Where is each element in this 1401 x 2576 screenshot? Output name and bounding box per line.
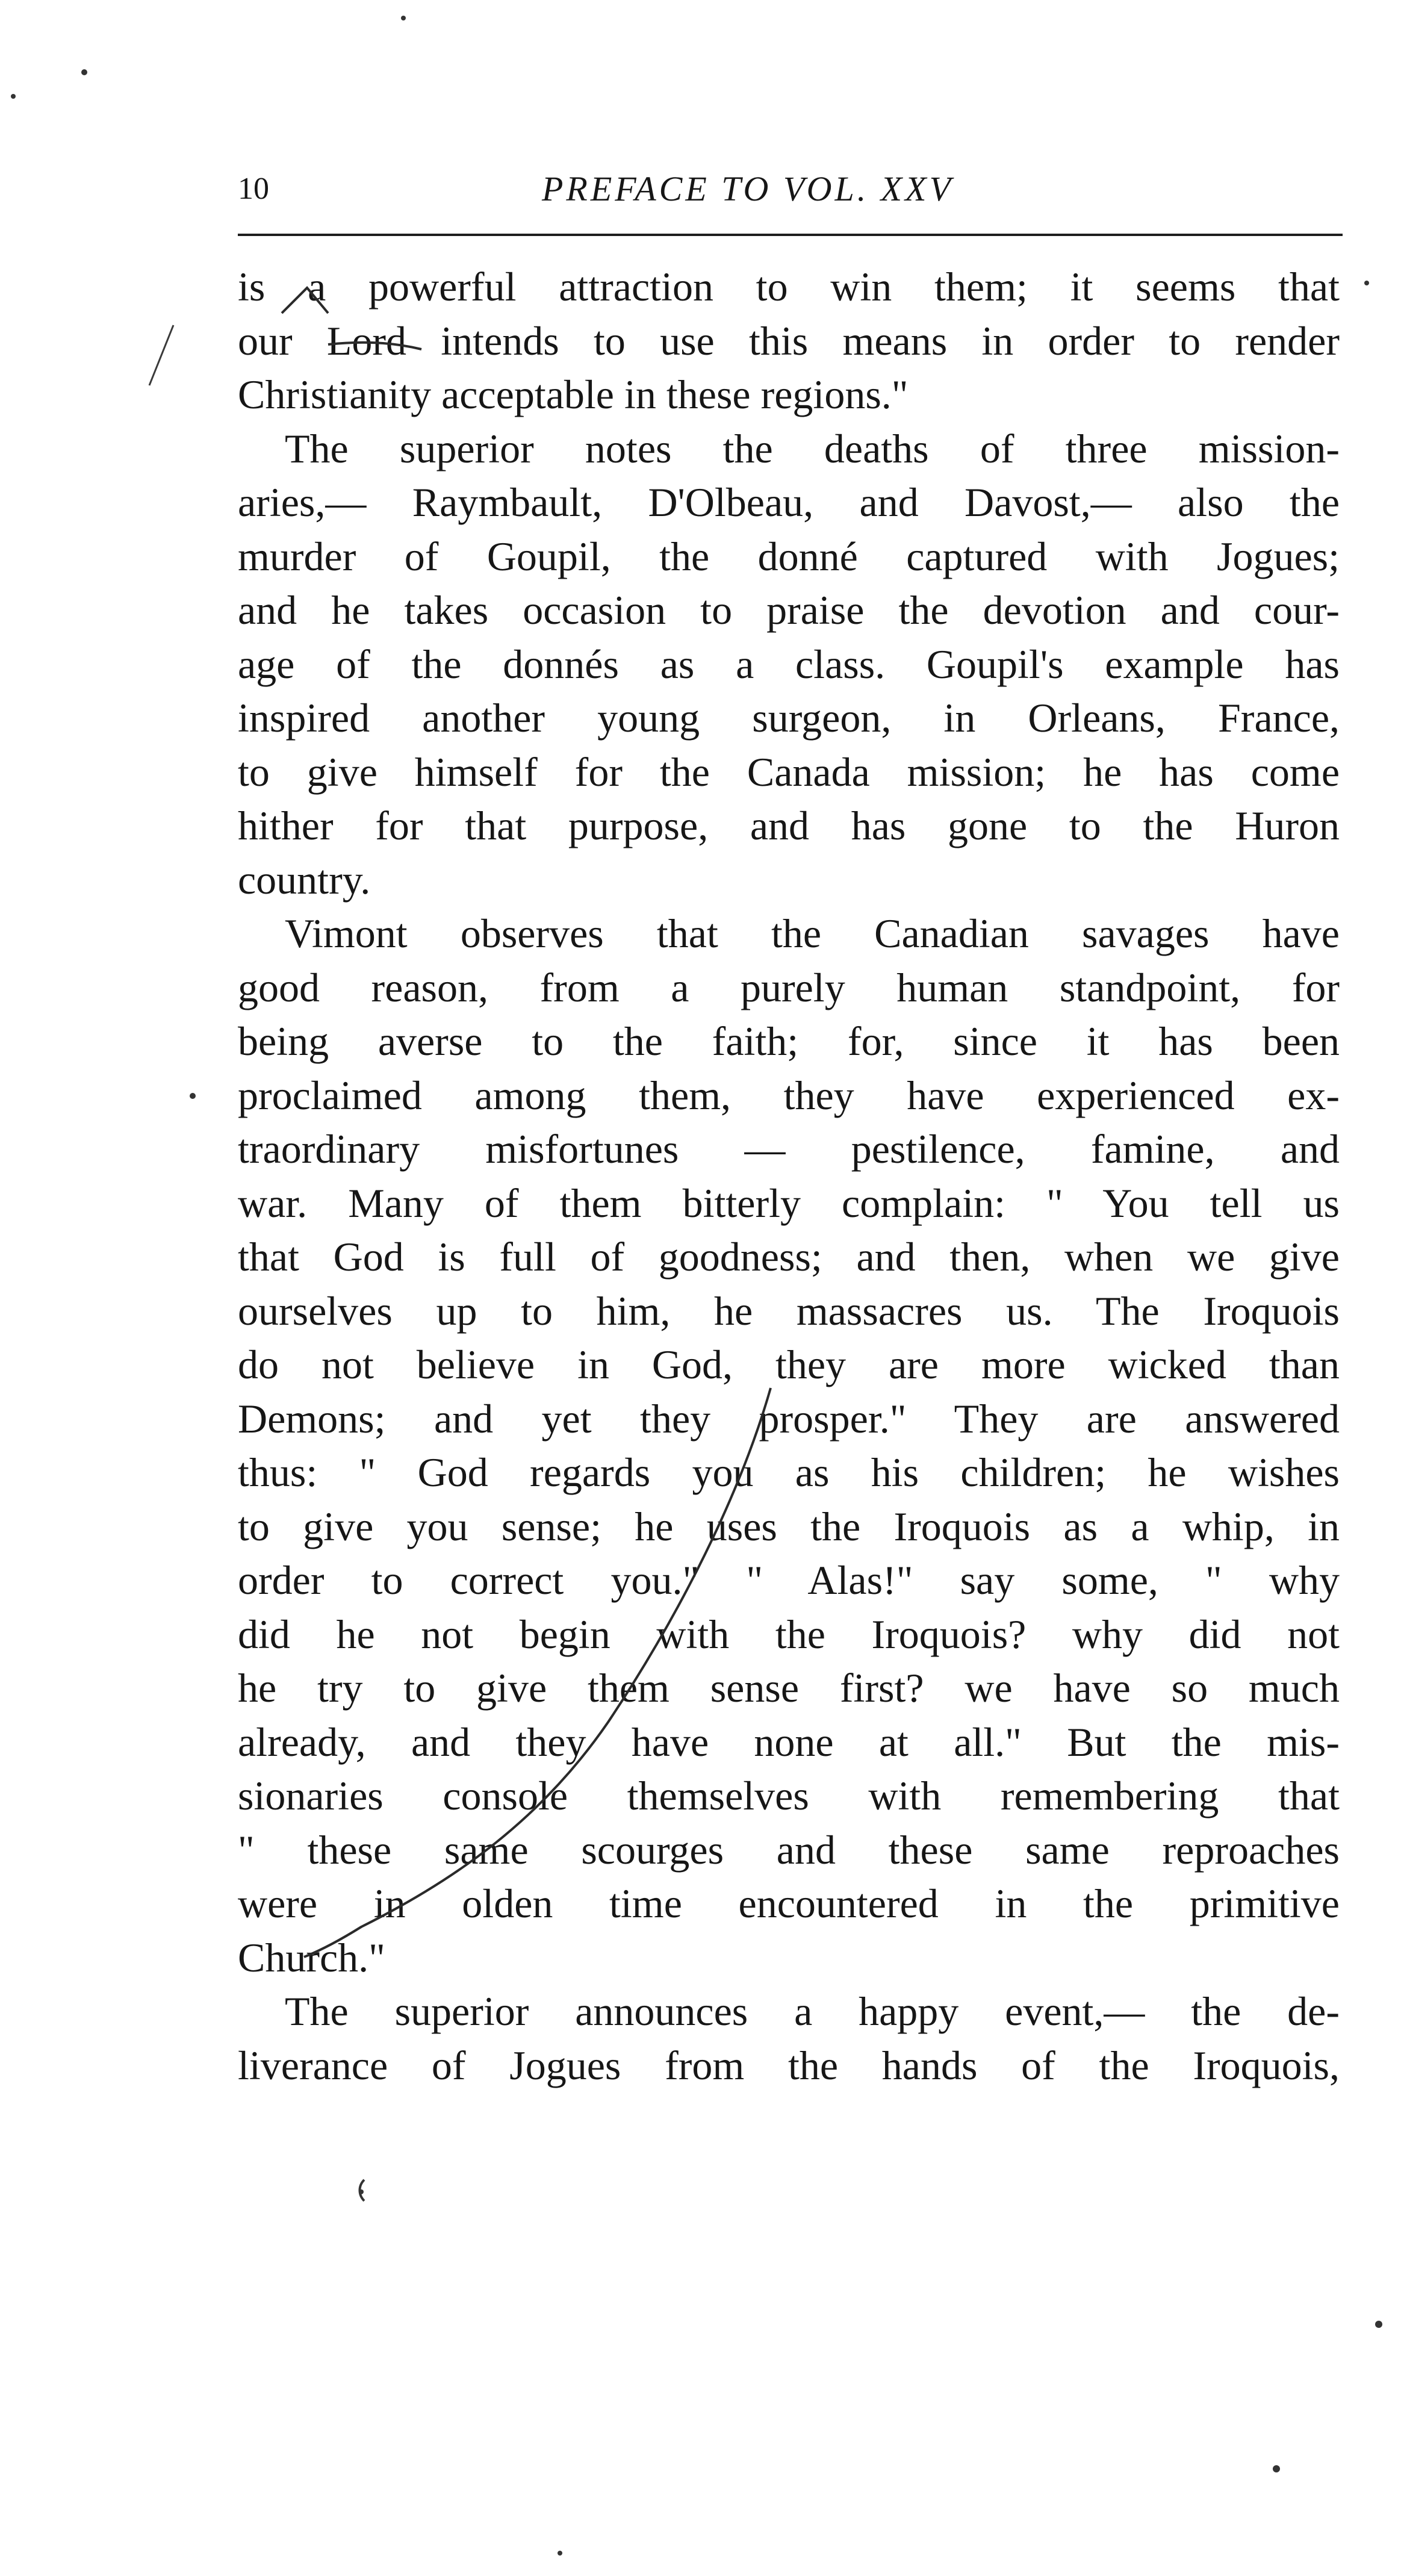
text-line: to give himself for the Canada mission; he has come bbox=[238, 748, 1340, 795]
margin-mark bbox=[149, 325, 173, 385]
page-header bbox=[238, 163, 1343, 211]
text-line: The superior announces a happy event,— the de- bbox=[285, 1988, 1340, 2034]
text-line: is a powerful attraction to win them; it seems that bbox=[238, 264, 1340, 310]
text-line: he try to give them sense first? we have so much bbox=[238, 1665, 1340, 1711]
speck bbox=[1364, 281, 1369, 285]
text-line: traordinary misfortunes — pestilence, famine, and bbox=[238, 1126, 1340, 1172]
running-head: PREFACE TO VOL. XXV bbox=[542, 169, 954, 208]
text-line: our Lord intends to use this means in order to render bbox=[238, 317, 1340, 364]
text-line: to give you sense; he uses the Iroquois as a whip, in bbox=[238, 1503, 1340, 1549]
body-text bbox=[238, 260, 1340, 2092]
text-line: did he not begin with the Iroquois? why did not bbox=[238, 1611, 1340, 1657]
text-line: order to correct you." " Alas!" say some, " why bbox=[238, 1557, 1340, 1603]
speck bbox=[359, 2189, 364, 2194]
text-line: hither for that purpose, and has gone to the Huron bbox=[238, 803, 1340, 848]
speck bbox=[1273, 2465, 1280, 2472]
text-line: thus: " God regards you as his children; he wishes bbox=[238, 1449, 1340, 1495]
speck bbox=[11, 94, 16, 99]
speck bbox=[401, 16, 406, 20]
text-line: Christianity acceptable in these regions." bbox=[238, 372, 909, 417]
text-line: Vimont observes that the Canadian savages have bbox=[285, 910, 1340, 956]
text-line: ourselves up to him, he massacres us. The Iroquois bbox=[238, 1287, 1340, 1334]
text-line: age of the donnés as a class. Goupil's example has bbox=[238, 641, 1340, 687]
text-line: already, and they have none at all." But the mis- bbox=[238, 1719, 1340, 1765]
speck bbox=[558, 2551, 562, 2556]
text-line: good reason, from a purely human standpoint, for bbox=[238, 964, 1340, 1010]
page-number: 10 bbox=[238, 172, 269, 206]
text-line: proclaimed among them, they have experienced ex- bbox=[238, 1072, 1340, 1118]
text-line: were in olden time encountered in the primitive bbox=[238, 1881, 1340, 1926]
text-line: Demons; and yet they prosper." They are answered bbox=[238, 1395, 1340, 1442]
text-line: aries,— Raymbault, D'Olbeau, and Davost,— also the bbox=[238, 479, 1340, 525]
text-line: liverance of Jogues from the hands of the Iroquois, bbox=[238, 2042, 1340, 2088]
text-line: and he takes occasion to praise the devotion and cour- bbox=[238, 587, 1340, 633]
text-line: country. bbox=[238, 856, 371, 903]
text-line: war. Many of them bitterly complain: " You tell us bbox=[238, 1180, 1340, 1226]
text-line: sionaries console themselves with remembering that bbox=[238, 1773, 1340, 1818]
speck bbox=[1375, 2321, 1382, 2328]
text-line: Church." bbox=[238, 1934, 385, 1980]
text-line: murder of Goupil, the donné captured with Jogues; bbox=[238, 533, 1340, 579]
speck-stroke bbox=[360, 2180, 365, 2201]
text-line: " these same scourges and these same reproaches bbox=[238, 1826, 1340, 1873]
text-line: inspired another young surgeon, in Orleans, France, bbox=[238, 695, 1340, 741]
speck bbox=[190, 1093, 196, 1099]
text-line: being averse to the faith; for, since it has been bbox=[238, 1018, 1340, 1064]
text-line: that God is full of goodness; and then, when we give bbox=[238, 1234, 1340, 1280]
header-rule bbox=[238, 234, 1343, 236]
text-line: do not believe in God, they are more wicked than bbox=[238, 1342, 1340, 1387]
text-line: The superior notes the deaths of three mission- bbox=[285, 425, 1340, 471]
speck bbox=[81, 69, 87, 75]
